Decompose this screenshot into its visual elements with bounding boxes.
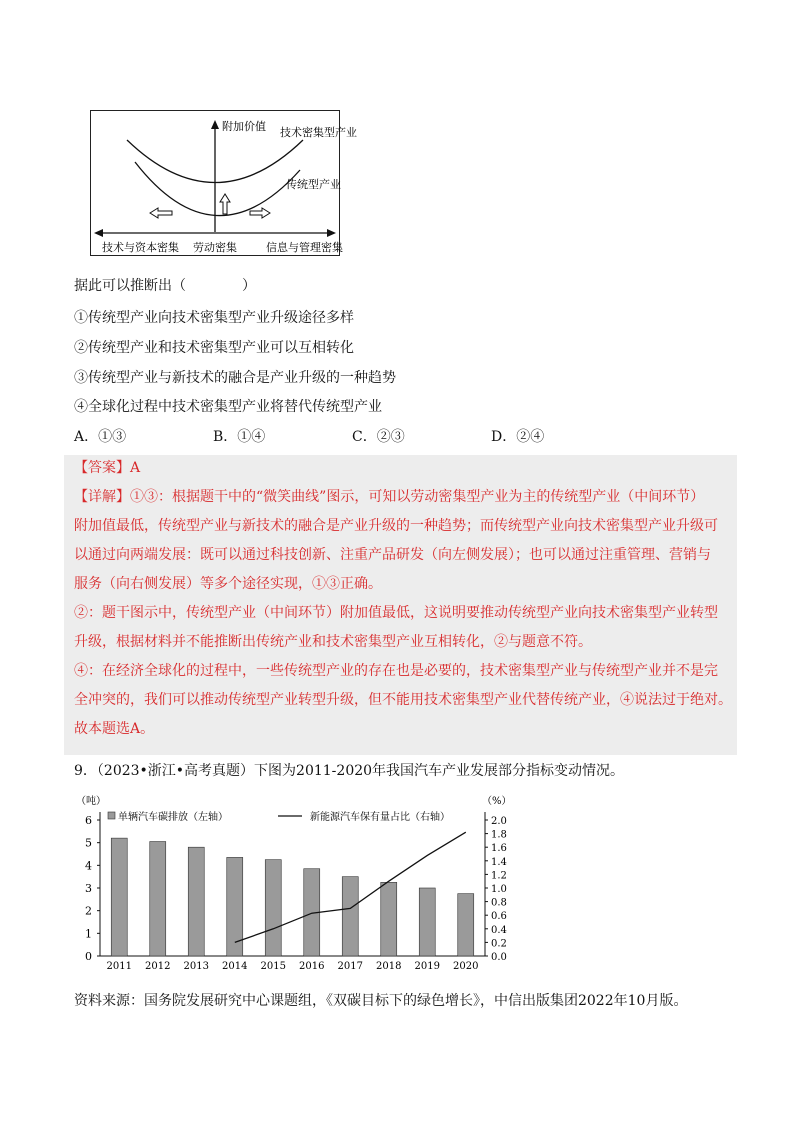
right-label: 信息与管理密集: [266, 241, 343, 254]
legend-line-label: 新能源汽车保有量占比（右轴）: [310, 812, 450, 823]
left-tick-label: 3: [85, 882, 92, 895]
x-tick-label: 2020: [453, 961, 479, 972]
explanation-line-2: 附加值最低，传统型产业与新技术的融合是产业升级的一种趋势；而传统型产业向技术密集型产业升级可: [74, 518, 718, 534]
explanation-line-4: 服务（向右侧发展）等多个途径实现，①③正确。: [74, 576, 382, 592]
legend-bar-label: 单辆汽车碳排放（左轴）: [118, 812, 228, 823]
x-tick-label: 2012: [145, 961, 171, 972]
q8-statement-4: ④全球化过程中技术密集型产业将替代传统型产业: [74, 399, 382, 415]
lower-curve-label: 传统型产业: [286, 178, 341, 191]
left-tick-label: 5: [85, 836, 92, 850]
explanation-line-3: 以通过向两端发展：既可以通过科技创新、注重产品研发（向左侧发展）；也可以通过注重管理、营销与: [74, 547, 711, 563]
x-tick-label: 2011: [106, 961, 132, 972]
bar-2014: [227, 857, 243, 956]
right-tick-label: 1.8: [491, 829, 507, 841]
right-tick-label: 0.8: [491, 897, 507, 909]
explanation-line-6: 升级，根据材料并不能推断出传统产业和技术密集型产业互相转化，②与题意不符。: [74, 634, 592, 650]
bar-2019: [419, 888, 435, 956]
middle-label: 劳动密集: [193, 241, 237, 254]
option-d: D．②④: [491, 429, 545, 445]
right-tick-label: 1.0: [491, 884, 507, 895]
q8-prompt: 据此可以推断出（ ）: [74, 278, 256, 294]
bar-2020: [458, 894, 474, 956]
x-tick-label: 2015: [260, 961, 286, 972]
explanation-line-5: ②：题干图示中，传统型产业（中间环节）附加值最低，这说明要推动传统型产业向技术密集型产业转型: [74, 605, 718, 621]
option-b: B．①④: [213, 429, 266, 445]
q8-statement-3: ③传统型产业与新技术的融合是产业升级的一种趋势: [74, 370, 396, 386]
explanation-line-1: 【详解】①③：根据题干中的“微笑曲线”图示，可知以劳动密集型产业为主的传统型产业（中间环节）: [74, 489, 705, 505]
left-axis-unit: （吨）: [76, 796, 106, 807]
explanation-line-9: 故本题选A。: [74, 721, 155, 737]
y-axis-label: 附加价值: [222, 120, 266, 133]
bar-2017: [342, 877, 358, 956]
x-tick-label: 2017: [337, 961, 363, 972]
right-axis-unit: （%）: [482, 796, 512, 807]
left-tick-label: 2: [85, 904, 92, 918]
explanation-line-8: 全冲突的，我们可以推动传统型产业转型升级，但不能用技术密集型产业代替传统产业，④说法过于绝对。: [74, 692, 732, 708]
x-tick-label: 2018: [376, 961, 402, 972]
right-tick-label: 1.6: [491, 843, 507, 855]
x-tick-label: 2019: [414, 961, 440, 972]
right-tick-label: 0.4: [491, 924, 507, 936]
bar-2011: [111, 838, 127, 956]
x-tick-label: 2016: [299, 961, 325, 972]
legend-bar-swatch: [108, 812, 115, 819]
carbon-ev-chart: [70, 790, 540, 980]
smile-curve-figure: [90, 110, 357, 256]
answer-line: 【答案】A: [74, 460, 141, 476]
option-c: C．②③: [352, 429, 405, 445]
bar-2018: [381, 882, 397, 956]
right-tick-label: 1.4: [491, 856, 507, 868]
x-tick-label: 2013: [183, 961, 209, 972]
right-tick-label: 1.2: [491, 870, 507, 882]
source-note: 资料来源：国务院发展研究中心课题组，《双碳目标下的绿色增长》，中信出版集团2022年10月版。: [74, 993, 688, 1009]
right-tick-label: 2.0: [491, 816, 507, 827]
left-tick-label: 0: [85, 950, 92, 963]
q8-statement-1: ①传统型产业向技术密集型产业升级途径多样: [74, 310, 354, 326]
left-tick-label: 6: [85, 814, 92, 827]
explanation-line-7: ④：在经济全球化的过程中，一些传统型产业的存在也是必要的，技术密集型产业与传统型产业并不是完: [74, 663, 718, 679]
left-tick-label: 1: [85, 927, 92, 941]
left-label: 技术与资本密集: [102, 241, 179, 254]
bar-2015: [265, 860, 281, 956]
right-tick-label: 0.0: [491, 952, 507, 963]
x-tick-label: 2014: [222, 961, 248, 972]
right-tick-label: 0.2: [491, 938, 507, 950]
q9-stem: 9．（2023•浙江•高考真题）下图为2011-2020年我国汽车产业发展部分指标变动情况。: [74, 763, 625, 779]
option-a: A．①③: [74, 429, 127, 445]
upper-curve-label: 技术密集型产业: [280, 126, 357, 139]
bar-2013: [188, 847, 204, 956]
left-tick-label: 4: [85, 859, 92, 873]
q8-statement-2: ②传统型产业和技术密集型产业可以互相转化: [74, 340, 354, 356]
bar-2012: [150, 842, 166, 956]
right-tick-label: 0.6: [491, 911, 507, 923]
